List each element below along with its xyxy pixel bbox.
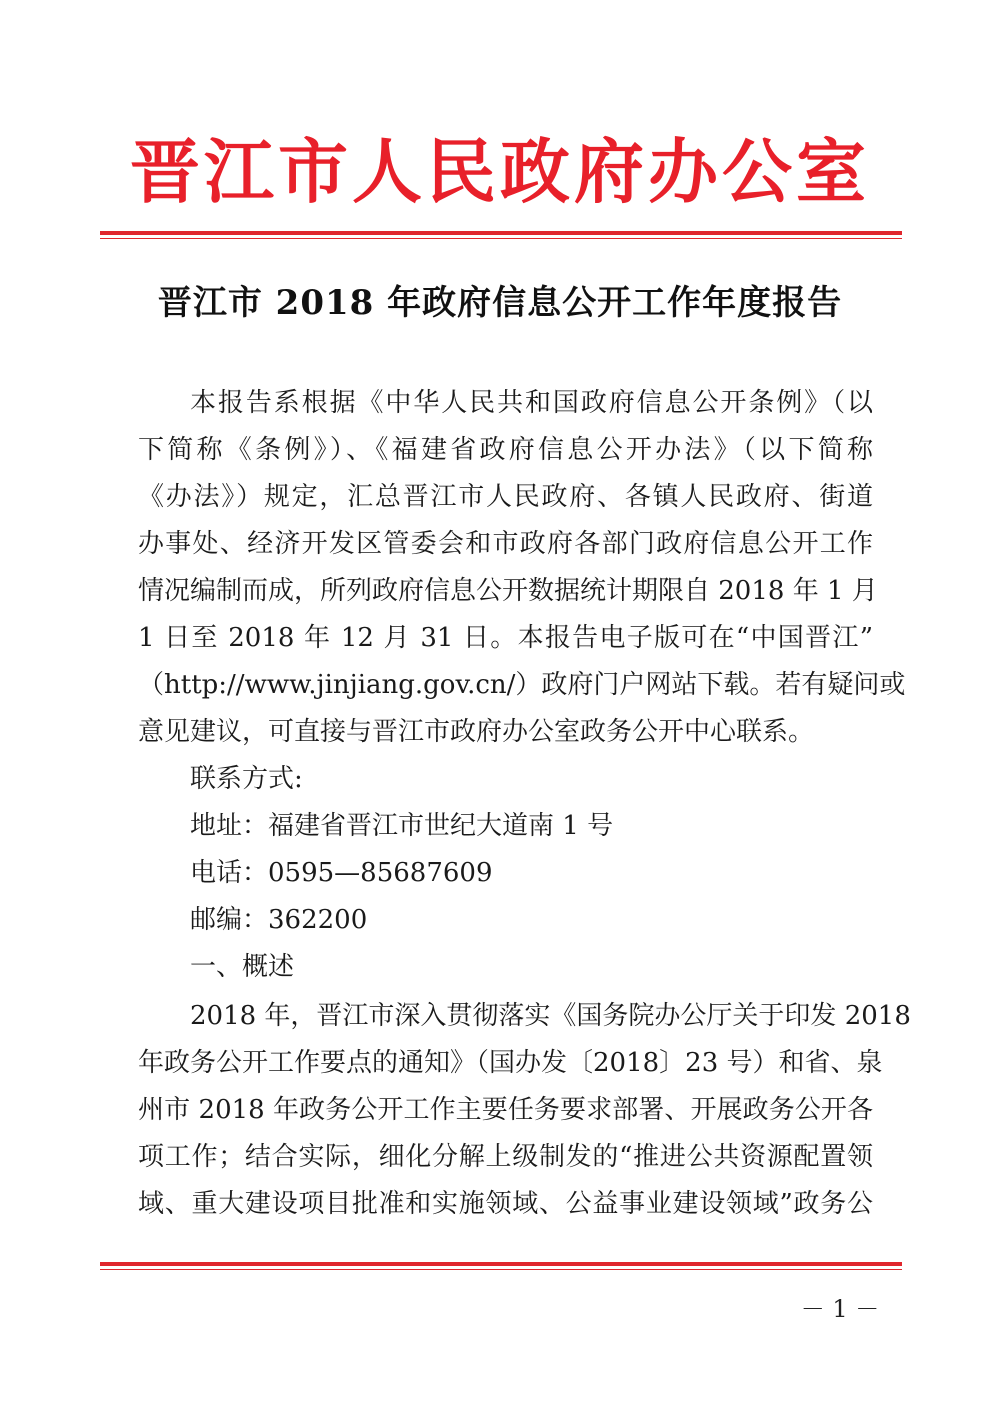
section-line: 年政务公开工作要点的通知》（国办发〔2018〕23 号）和省、泉 bbox=[138, 1048, 883, 1078]
letterhead-rule-top bbox=[100, 231, 902, 239]
intro-line: 办事处、经济开发区管委会和市政府各部门政府信息公开工作 bbox=[138, 529, 873, 559]
intro-line: 《办法》）规定，汇总晋江市人民政府、各镇人民政府、街道 bbox=[138, 482, 873, 512]
intro-line: 下简称《条例》）、《福建省政府信息公开办法》（以下简称 bbox=[138, 435, 873, 465]
contact-postcode: 邮编：362200 bbox=[190, 905, 368, 935]
section-heading: 一、概述 bbox=[190, 952, 295, 982]
letterhead-title: 晋江市人民政府办公室 bbox=[130, 130, 870, 213]
intro-line: （http://www.jinjiang.gov.cn/）政府门户网站下载。若有疑问或 bbox=[138, 670, 906, 700]
footer-rule bbox=[100, 1262, 902, 1270]
intro-line: 1 日至 2018 年 12 月 31 日。本报告电子版可在“中国晋江” bbox=[138, 623, 873, 653]
section-line: 2018 年，晋江市深入贯彻落实《国务院办公厅关于印发 2018 bbox=[190, 1001, 911, 1031]
intro-line: 意见建议，可直接与晋江市政府办公室政务公开中心联系。 bbox=[138, 717, 815, 747]
section-line: 域、重大建设项目批准和实施领域、公益事业建设领域”政务公 bbox=[138, 1189, 873, 1219]
contact-heading: 联系方式: bbox=[190, 764, 303, 794]
section-line: 项工作；结合实际，细化分解上级制发的“推进公共资源配置领 bbox=[138, 1142, 873, 1172]
document-title: 晋江市 2018 年政府信息公开工作年度报告 bbox=[157, 283, 843, 323]
contact-phone: 电话：0595—85687609 bbox=[190, 858, 493, 888]
contact-address: 地址：福建省晋江市世纪大道南 1 号 bbox=[190, 811, 614, 841]
section-line: 州市 2018 年政务公开工作主要任务要求部署、开展政务公开各 bbox=[138, 1095, 873, 1125]
page-number: － 1 － bbox=[800, 1295, 880, 1323]
intro-line: 情况编制而成，所列政府信息公开数据统计期限自 2018 年 1 月 bbox=[138, 576, 878, 606]
intro-line: 本报告系根据《中华人民共和国政府信息公开条例》（以 bbox=[190, 388, 873, 418]
